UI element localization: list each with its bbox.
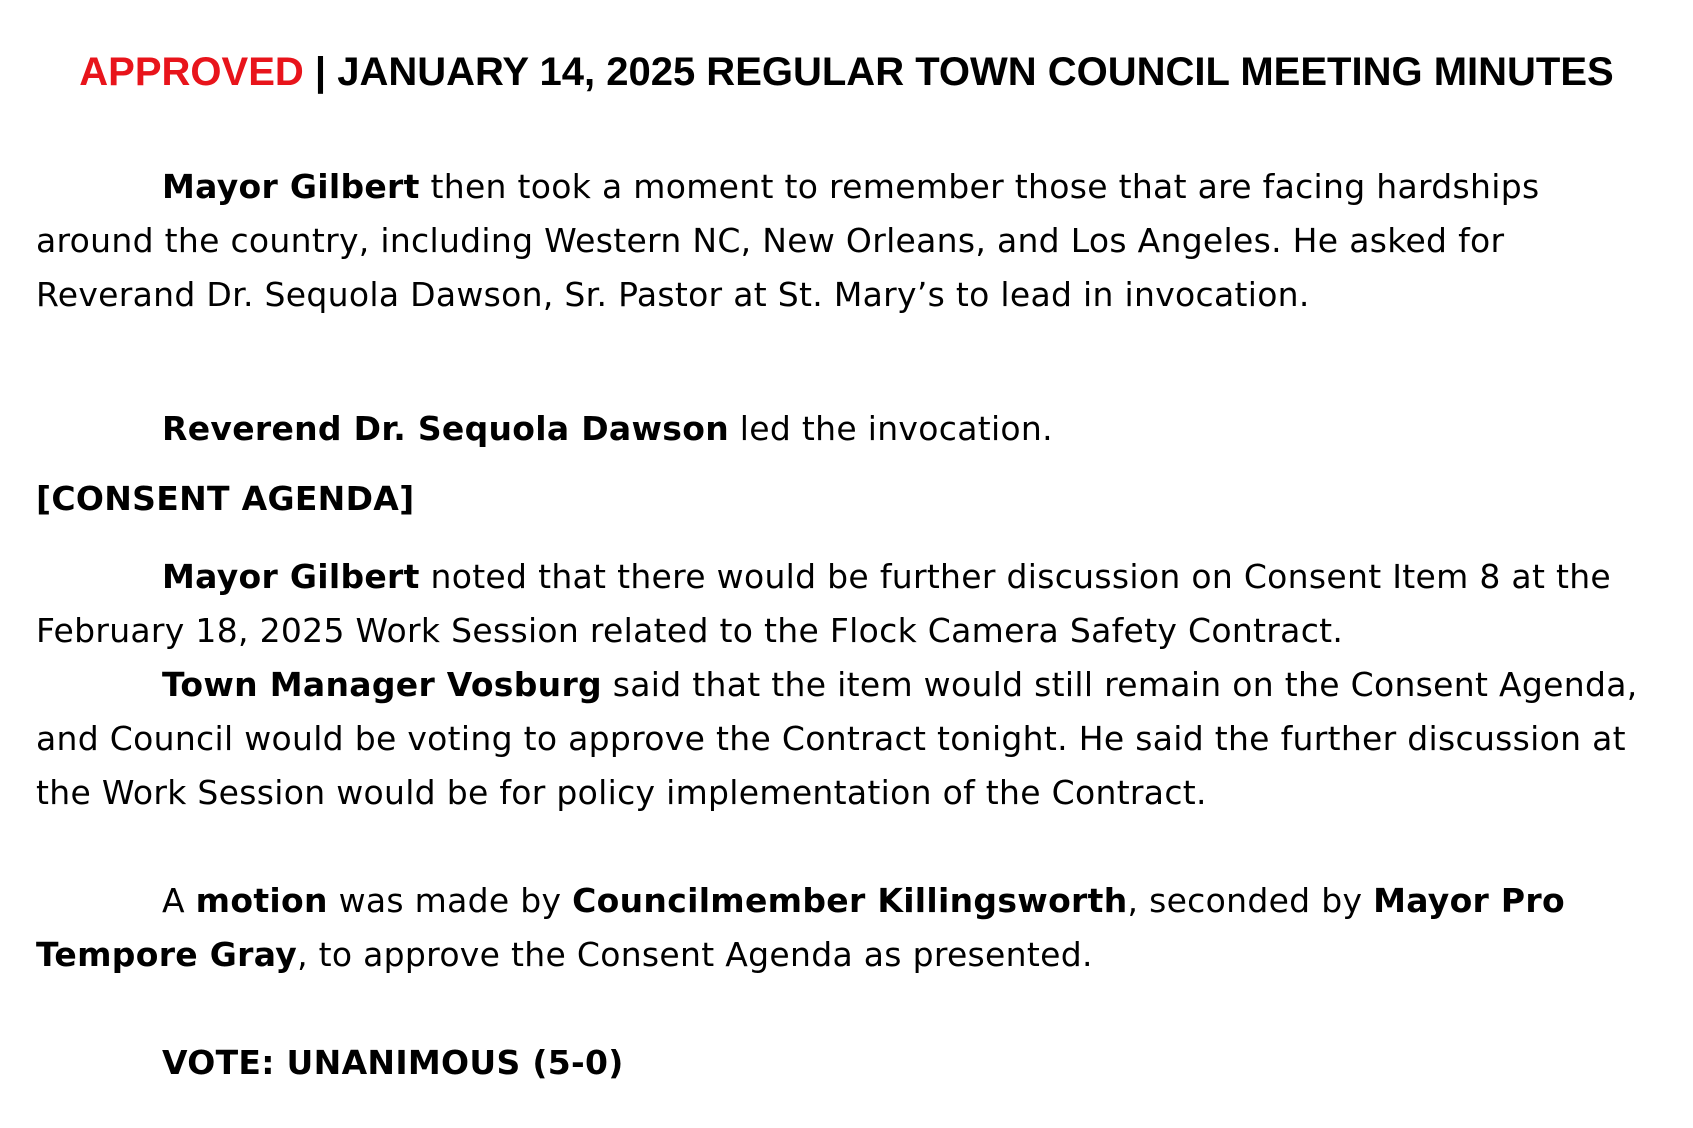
motion-seconded: , seconded by [1127, 881, 1374, 920]
speaker-name: Mayor Gilbert [162, 557, 420, 596]
vote-text: VOTE: UNANIMOUS (5-0) [162, 1043, 624, 1082]
paragraph-town-manager [36, 658, 1666, 820]
paragraph-consent-discussion [36, 550, 1666, 658]
motion-seconder: Mayor Pro Tempore Gray [36, 881, 1565, 974]
paragraph-text: noted that there would be further discussion on Consent Item 8 at the February 18, 2025 Work Session related to the Flock Camera Safety Contract. [36, 557, 1612, 650]
minutes-body [36, 160, 1666, 1090]
motion-text: , to approve the Consent Agenda as presented. [297, 935, 1093, 974]
motion-made-by: was made by [327, 881, 573, 920]
approval-status: APPROVED [79, 50, 304, 94]
spacer [36, 322, 1666, 402]
speaker-name: Reverend Dr. Sequola Dawson [162, 409, 729, 448]
paragraph-invocation [36, 402, 1666, 456]
spacer [36, 456, 1666, 472]
header-separator: | [303, 50, 338, 94]
paragraph-text: then took a moment to remember those that are facing hardships around the country, including Western NC, New Orleans, and Los Angeles. He asked for Reverand Dr. Sequola Dawson, Sr. Pastor at St. Mary’s to lead in invocation. [36, 167, 1540, 314]
speaker-name: Town Manager Vosburg [162, 665, 602, 704]
vote-result [36, 1036, 1666, 1090]
motion-lead: A [162, 881, 196, 920]
speaker-name: Mayor Gilbert [162, 167, 420, 206]
spacer [36, 820, 1666, 874]
page-header [0, 44, 1693, 100]
section-heading-consent-agenda: [CONSENT AGENDA] [36, 479, 415, 518]
meeting-title: JANUARY 14, 2025 REGULAR TOWN COUNCIL MEETING MINUTES [337, 50, 1614, 94]
paragraph-text: said that the item would still remain on the Consent Agenda, and Council would be voting to approve the Contract tonight. He said the further discussion at the Work Session would be for policy implementation of the Contract. [36, 665, 1638, 812]
spacer [36, 982, 1666, 1036]
motion-label: motion [195, 881, 328, 920]
spacer [36, 526, 1666, 550]
motion-mover: Councilmember Killingsworth [572, 881, 1128, 920]
paragraph-motion [36, 874, 1666, 982]
paragraph-text: led the invocation. [729, 409, 1053, 448]
paragraph-mayor-remembrance [36, 160, 1666, 322]
